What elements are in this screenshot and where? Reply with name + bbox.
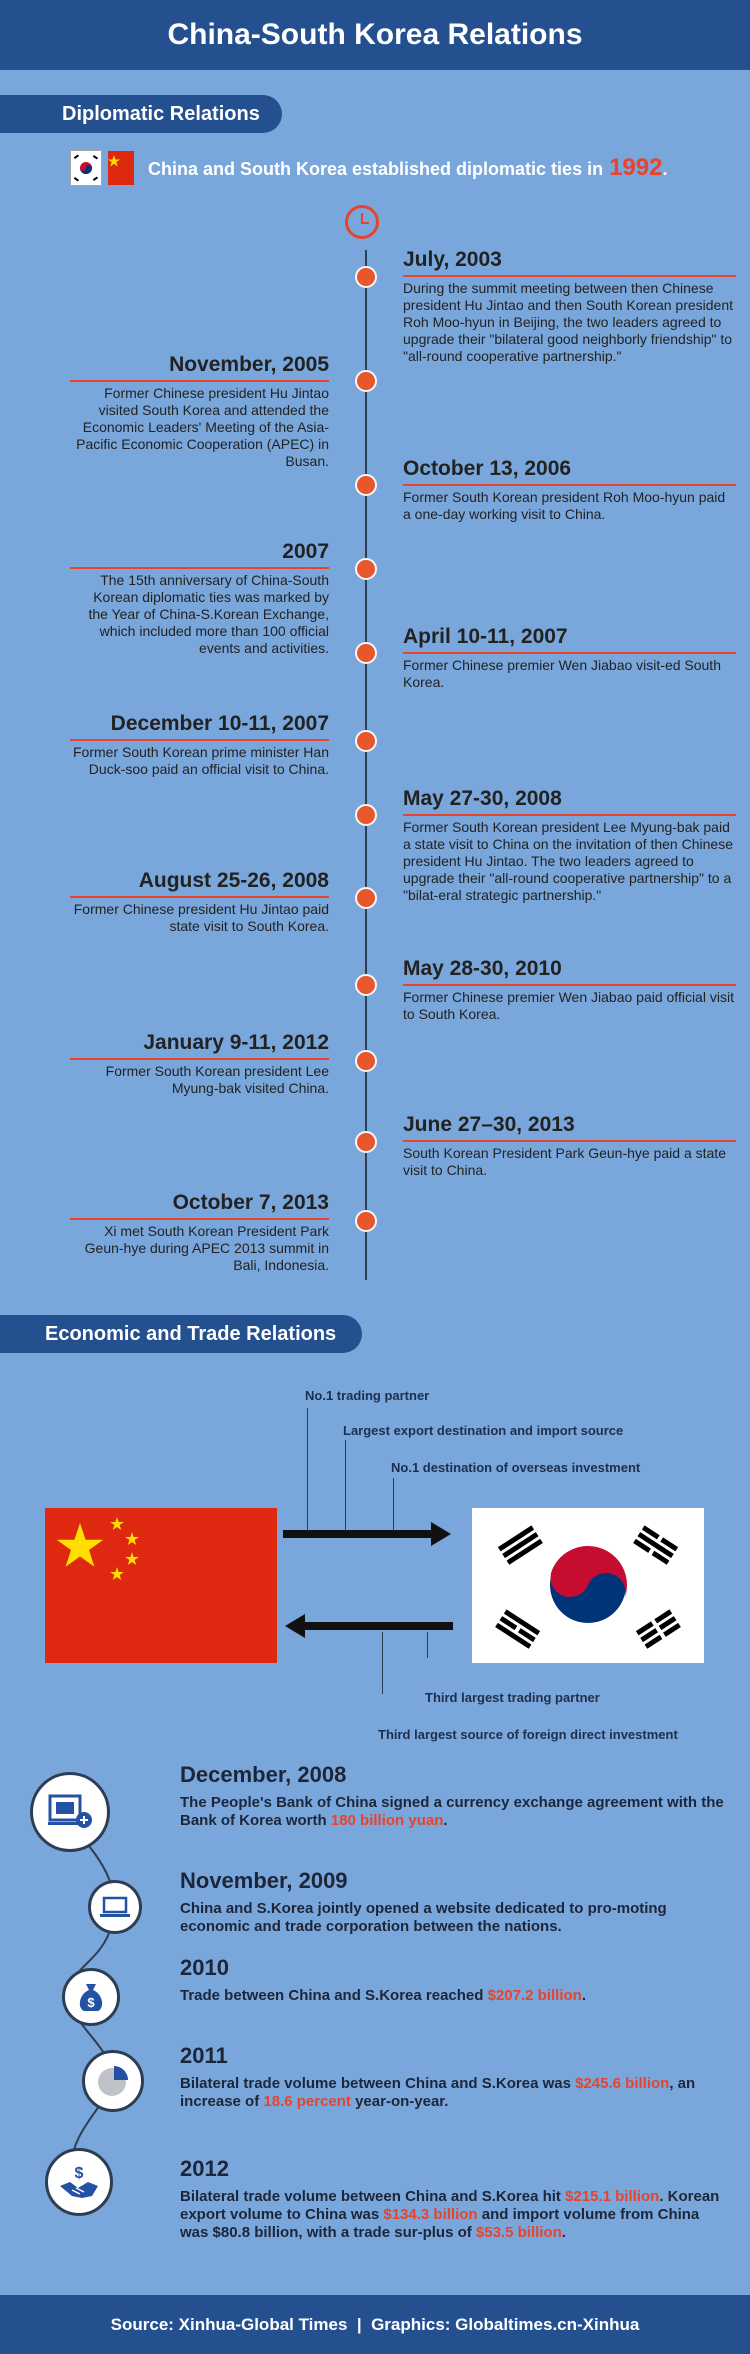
header-banner: [0, 0, 750, 70]
desc-text: and import volume from China was $80.8 billion, with a trade sur-plus of: [180, 2206, 700, 2241]
desc-text: .: [561, 2224, 566, 2241]
desc-text: .: [443, 1812, 448, 1829]
arrow-left-icon: [303, 1622, 453, 1630]
ties-year: 1992: [609, 154, 663, 181]
event-description: Former Chinese premier Wen Jiabao visit-ed South Korea.: [403, 657, 721, 690]
event-divider: [403, 652, 736, 654]
footer-credits: [0, 2295, 750, 2354]
timeline-event: [403, 956, 736, 1023]
laptop-icon: [88, 1880, 142, 1934]
event-description: [180, 1794, 725, 1830]
desc-text: Bilateral trade volume between China and S.Korea was: [180, 2075, 576, 2092]
china-flag: [45, 1508, 277, 1663]
event-year: November, 2009: [180, 1868, 348, 1893]
event-description: Former South Korean prime minister Han Duck-soo paid an official visit to China.: [73, 744, 329, 777]
highlight-value: $134.3 billion: [383, 2206, 478, 2223]
connector-line: [307, 1408, 308, 1530]
ties-text: China and South Korea established diplomatic ties in: [148, 159, 604, 179]
timeline-dot: [355, 804, 377, 826]
timeline-dot: [355, 887, 377, 909]
event-year: 2010: [180, 1955, 229, 1980]
highlight-value: $53.5 billion: [475, 2224, 562, 2241]
timeline-dot: [355, 642, 377, 664]
timeline-event: [403, 456, 736, 523]
timeline-dot: [355, 370, 377, 392]
event-description: Former South Korean president Lee Myung-bak paid a state visit to China on the invitation of then Chinese president Hu Jintao. The two leaders agreed to upgrade their "all-round cooperative partnership" to a "bilat-eral strategic partnership.": [403, 819, 733, 903]
event-date: April 10-11, 2007: [403, 625, 568, 648]
trade-label: Third largest trading partner: [425, 1690, 600, 1705]
desc-text: China and S.Korea jointly opened a website dedicated to pro-moting economic and trade corporation between the nations.: [180, 1900, 667, 1935]
event-divider: [403, 814, 736, 816]
event-divider: [70, 739, 329, 741]
connector-line: [393, 1478, 394, 1530]
timeline-event: [40, 868, 329, 935]
event-divider: [70, 567, 329, 569]
svg-text:$: $: [87, 1995, 95, 2010]
event-description: [180, 1987, 725, 2005]
timeline-event: [40, 711, 329, 778]
timeline-dot: [355, 474, 377, 496]
trade-label: No.1 trading partner: [305, 1388, 430, 1403]
timeline-event: [403, 247, 736, 365]
pie-chart-icon: [82, 2050, 144, 2112]
china-flag-icon: [108, 151, 134, 185]
event-date: July, 2003: [403, 248, 502, 271]
event-divider: [70, 1218, 329, 1220]
timeline-event: [40, 352, 329, 470]
event-description: Former Chinese president Hu Jintao paid state visit to South Korea.: [73, 901, 329, 934]
desc-text: , an increase of: [180, 2075, 696, 2110]
connector-line: [382, 1632, 383, 1694]
event-year: December, 2008: [180, 1762, 347, 1787]
economic-event: [180, 2043, 725, 2111]
event-date: October 13, 2006: [403, 457, 572, 480]
timeline-event: [40, 1190, 329, 1274]
event-description: Former South Korean president Lee Myung-bak visited China.: [105, 1063, 329, 1096]
svg-text:$: $: [74, 2165, 84, 2182]
timeline-dot: [355, 558, 377, 580]
event-description: Former Chinese president Hu Jintao visited South Korea and attended the Economic Leaders' Meeting of the Asia-Pacific Economic Cooperation (APEC) in Busan.: [76, 385, 329, 469]
timeline-dot: [355, 1210, 377, 1232]
timeline-event: [40, 1030, 329, 1097]
event-date: October 7, 2013: [172, 1191, 329, 1214]
footer-text: Source: Xinhua-Global Times | Graphics: Globaltimes.cn-Xinhua: [110, 2314, 640, 2334]
section-tab-diplomatic: [0, 95, 282, 133]
desc-text: year-on-year.: [350, 2093, 449, 2110]
trade-label: Third largest source of foreign direct investment: [378, 1727, 678, 1742]
event-description: Xi met South Korean President Park Geun-hye during APEC 2013 summit in Bali, Indonesia.: [84, 1223, 329, 1273]
highlight-value: $207.2 billion: [487, 1987, 582, 2004]
event-divider: [70, 896, 329, 898]
desc-text: Bilateral trade volume between China and S.Korea hit: [180, 2188, 566, 2205]
timeline-dot: [355, 730, 377, 752]
event-description: [180, 2188, 725, 2242]
event-divider: [403, 484, 736, 486]
event-description: South Korean President Park Geun-hye paid a state visit to China.: [403, 1145, 726, 1178]
desc-text: . Korean export volume to China was: [180, 2188, 720, 2223]
timeline-dot: [355, 974, 377, 996]
money-bag-icon: [62, 1968, 120, 2026]
section-tab-economic: [0, 1315, 362, 1353]
timeline-event: [403, 1112, 736, 1179]
desc-text: The People's Bank of China signed a currency exchange agreement with the Bank of Korea worth: [180, 1794, 724, 1829]
trade-label: Largest export destination and import source: [343, 1423, 624, 1438]
event-description: During the summit meeting between then Chinese president Hu Jintao and then South Korean president Roh Moo-hyun in Beijing, the two leaders agreed to upgrade their "bilateral good neighborly friendship" to "all-round cooperative partnership.": [403, 280, 734, 364]
event-date: August 25-26, 2008: [138, 869, 329, 892]
page-title: China-South Korea Relations: [167, 18, 583, 51]
ties-row: [70, 146, 730, 190]
ties-statement: [148, 154, 667, 182]
timeline-dot: [355, 1131, 377, 1153]
handshake-dollar-icon: [45, 2148, 113, 2216]
event-description: [180, 1900, 725, 1936]
event-date: June 27–30, 2013: [403, 1113, 575, 1136]
desc-text: Trade between China and S.Korea reached: [180, 1987, 488, 2004]
event-date: January 9-11, 2012: [143, 1031, 329, 1054]
event-divider: [70, 1058, 329, 1060]
event-divider: [403, 1140, 736, 1142]
connector-line: [345, 1440, 346, 1530]
event-divider: [70, 380, 329, 382]
timeline-dot: [355, 1050, 377, 1072]
event-date: May 28-30, 2010: [403, 957, 562, 980]
event-divider: [403, 275, 736, 277]
event-description: The 15th anniversary of China-South Korean diplomatic ties was marked by the Year of China-S.Korean Exchange, which included more than 100 official events and activities.: [88, 572, 329, 656]
timeline-event: [403, 624, 736, 691]
highlight-value: $245.6 billion: [575, 2075, 670, 2092]
timeline-axis: [365, 250, 367, 1280]
event-date: May 27-30, 2008: [403, 787, 562, 810]
timeline-dot: [355, 266, 377, 288]
arrow-right-icon: [283, 1530, 433, 1538]
highlight-value: 18.6 percent: [263, 2093, 351, 2110]
section-tab-label: Economic and Trade Relations: [45, 1322, 337, 1345]
event-year: 2012: [180, 2156, 229, 2181]
computer-add-icon: [30, 1772, 110, 1852]
clock-icon: [345, 205, 379, 239]
timeline-event: [403, 786, 736, 904]
event-date: 2007: [282, 540, 329, 563]
south-korea-flag: [472, 1508, 704, 1663]
timeline-event: [40, 539, 329, 657]
ties-period: .: [662, 159, 668, 179]
trade-label: No.1 destination of overseas investment: [391, 1460, 641, 1475]
desc-text: .: [581, 1987, 586, 2004]
economic-event: [180, 1868, 725, 1936]
highlight-value: $215.1 billion: [565, 2188, 660, 2205]
event-year: 2011: [180, 2043, 228, 2068]
section-tab-label: Diplomatic Relations: [62, 102, 260, 125]
economic-event: [180, 1955, 725, 2005]
event-date: December 10-11, 2007: [110, 712, 329, 735]
event-description: Former South Korean president Roh Moo-hyun paid a one-day working visit to China.: [403, 489, 726, 522]
economic-event: [180, 2156, 725, 2242]
event-divider: [403, 984, 736, 986]
south-korea-flag-icon: [70, 150, 102, 186]
event-description: Former Chinese premier Wen Jiabao paid official visit to South Korea.: [403, 989, 734, 1022]
highlight-value: 180 billion yuan: [330, 1812, 444, 1829]
event-description: [180, 2075, 725, 2111]
economic-event: [180, 1762, 725, 1830]
connector-line: [427, 1632, 428, 1658]
event-date: November, 2005: [169, 353, 329, 376]
